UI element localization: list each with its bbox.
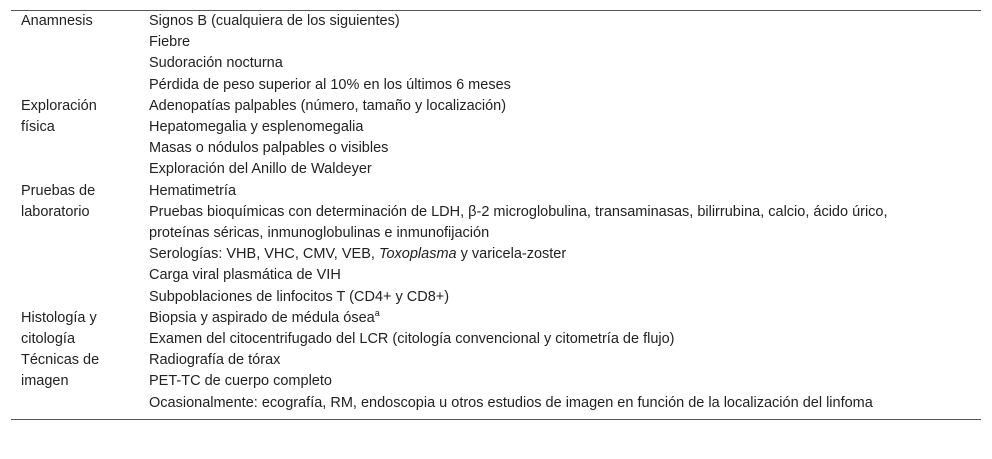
toxoplasma-text: Toxoplasma [378, 246, 457, 263]
list-item: Signos B (cualquiera de los siguientes) [149, 13, 400, 29]
table-row-exploracion [11, 96, 981, 181]
row-label-laboratorio [11, 181, 149, 308]
list-item: Carga viral plasmática de VIH [149, 267, 341, 284]
list-item-biopsia [149, 308, 941, 329]
list-item: Radiografía de tórax [149, 352, 281, 369]
biopsia-text: Biopsia y aspirado de médula ósea [149, 309, 375, 326]
serologias-text: Serologías: VHB, VHC, CMV, VEB, [149, 246, 379, 263]
row-label-line: física [21, 119, 55, 136]
list-item: Ocasionalmente: ecografía, RM, endoscopia u otros estudios de imagen en función de la localización del linfoma [149, 394, 873, 411]
list-item: Hepatomegalia y esplenomegalia [149, 119, 364, 136]
row-label-anamnesis [11, 11, 149, 96]
row-label-line: citología [21, 331, 76, 348]
table-row-laboratorio [11, 181, 981, 308]
list-item: Fiebre [149, 34, 191, 51]
row-items-histologia [149, 308, 981, 350]
row-label-imagen [11, 350, 149, 414]
footnote-marker: a [374, 307, 380, 318]
list-item: Examen del citocentrifugado del LCR (citología convencional y citometría de flujo) [149, 331, 675, 348]
row-label-line: imagen [21, 373, 69, 390]
row-label-histologia [11, 308, 149, 350]
row-items-laboratorio [149, 181, 981, 308]
list-item: Subpoblaciones de linfocitos T (CD4+ y CD8+) [149, 288, 450, 305]
serologias-text-end: y varicela-zoster [456, 246, 567, 263]
row-label-exploracion [11, 96, 149, 181]
list-item: Exploración del Anillo de Waldeyer [149, 161, 372, 178]
staging-table [11, 10, 981, 420]
list-item: Pérdida de peso superior al 10% en los últimos 6 meses [149, 76, 511, 93]
list-item-serologias [149, 244, 941, 265]
list-item: Adenopatías palpables (número, tamaño y localización) [149, 97, 507, 114]
row-label-line: Exploración [21, 97, 97, 114]
row-label-line: Histología y [21, 309, 97, 326]
table-row-imagen [11, 350, 981, 414]
list-item: Hematimetría [149, 182, 237, 199]
list-item: Sudoración nocturna [149, 55, 283, 72]
table-row-histologia [11, 308, 981, 350]
row-label-line: laboratorio [21, 203, 90, 220]
list-item: PET-TC de cuerpo completo [149, 373, 332, 390]
row-items-exploracion [149, 96, 981, 181]
row-label-line: Técnicas de [21, 352, 100, 369]
table-row-anamnesis [11, 11, 981, 96]
row-label-text: Anamnesis [21, 13, 93, 29]
list-item: Pruebas bioquímicas con determinación de LDH, β-2 microglobulina, transaminasas, bilirrubina, calcio, ácido úrico, proteínas séricas, inmunoglobulinas e inmunofijación [149, 203, 888, 242]
row-label-line: Pruebas de [21, 182, 96, 199]
table-bottom-rule [11, 419, 981, 420]
row-items-imagen [149, 350, 981, 414]
row-items-anamnesis [149, 11, 981, 96]
list-item: Masas o nódulos palpables o visibles [149, 140, 389, 157]
